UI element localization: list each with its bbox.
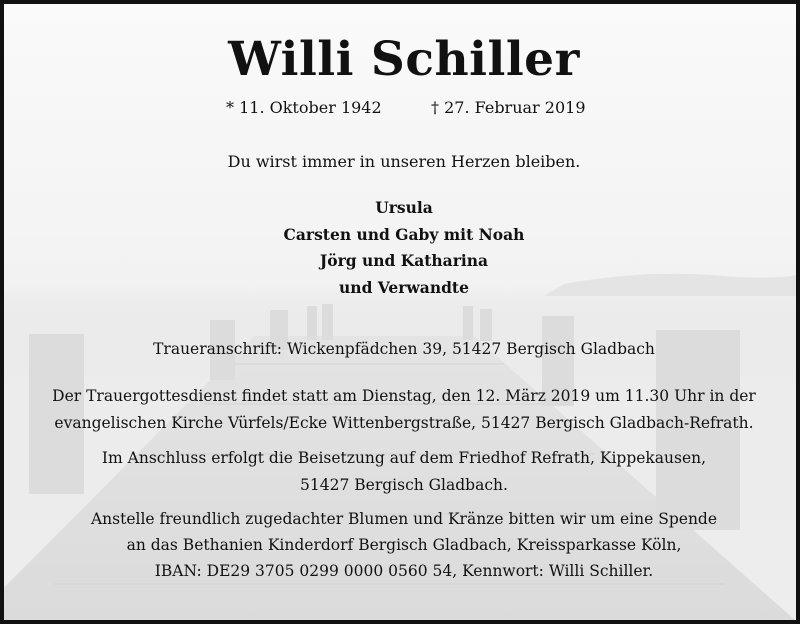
birth-date: * 11. Oktober 1942: [226, 98, 382, 117]
donation-info-line: Anstelle freundlich zugedachter Blumen und Kränze bitten wir um eine Spende: [90, 510, 718, 528]
notice-content: [4, 4, 800, 624]
service-info-line: Der Trauergottesdienst findet statt am Dienstag, den 12. März 2019 um 11.30 Uhr in der: [52, 387, 756, 405]
mourner-line: Carsten und Gaby mit Noah: [283, 225, 525, 244]
burial-info-line: 51427 Bergisch Gladbach.: [300, 476, 508, 494]
mourner-line: Jörg und Katharina: [319, 251, 489, 270]
mourner-line: und Verwandte: [339, 278, 469, 297]
mourning-address: Traueranschrift: Wickenpfädchen 39, 51427 Bergisch Gladbach: [153, 340, 655, 358]
burial-info-line: Im Anschluss erfolgt die Beisetzung auf dem Friedhof Refrath, Kippekausen,: [101, 449, 707, 467]
service-info-line: evangelischen Kirche Vürfels/Ecke Wittenbergstraße, 51427 Bergisch Gladbach-Refrath.: [54, 414, 754, 432]
memorial-quote: Du wirst immer in unseren Herzen bleiben.: [227, 152, 581, 171]
donation-info-line: an das Bethanien Kinderdorf Bergisch Gladbach, Kreissparkasse Köln,: [126, 536, 682, 554]
death-date: † 27. Februar 2019: [431, 98, 586, 117]
mourner-line: Ursula: [375, 198, 433, 217]
donation-info-line: IBAN: DE29 3705 0299 0000 0560 54, Kennwort: Willi Schiller.: [154, 562, 654, 580]
deceased-name: Willi Schiller: [228, 32, 580, 87]
